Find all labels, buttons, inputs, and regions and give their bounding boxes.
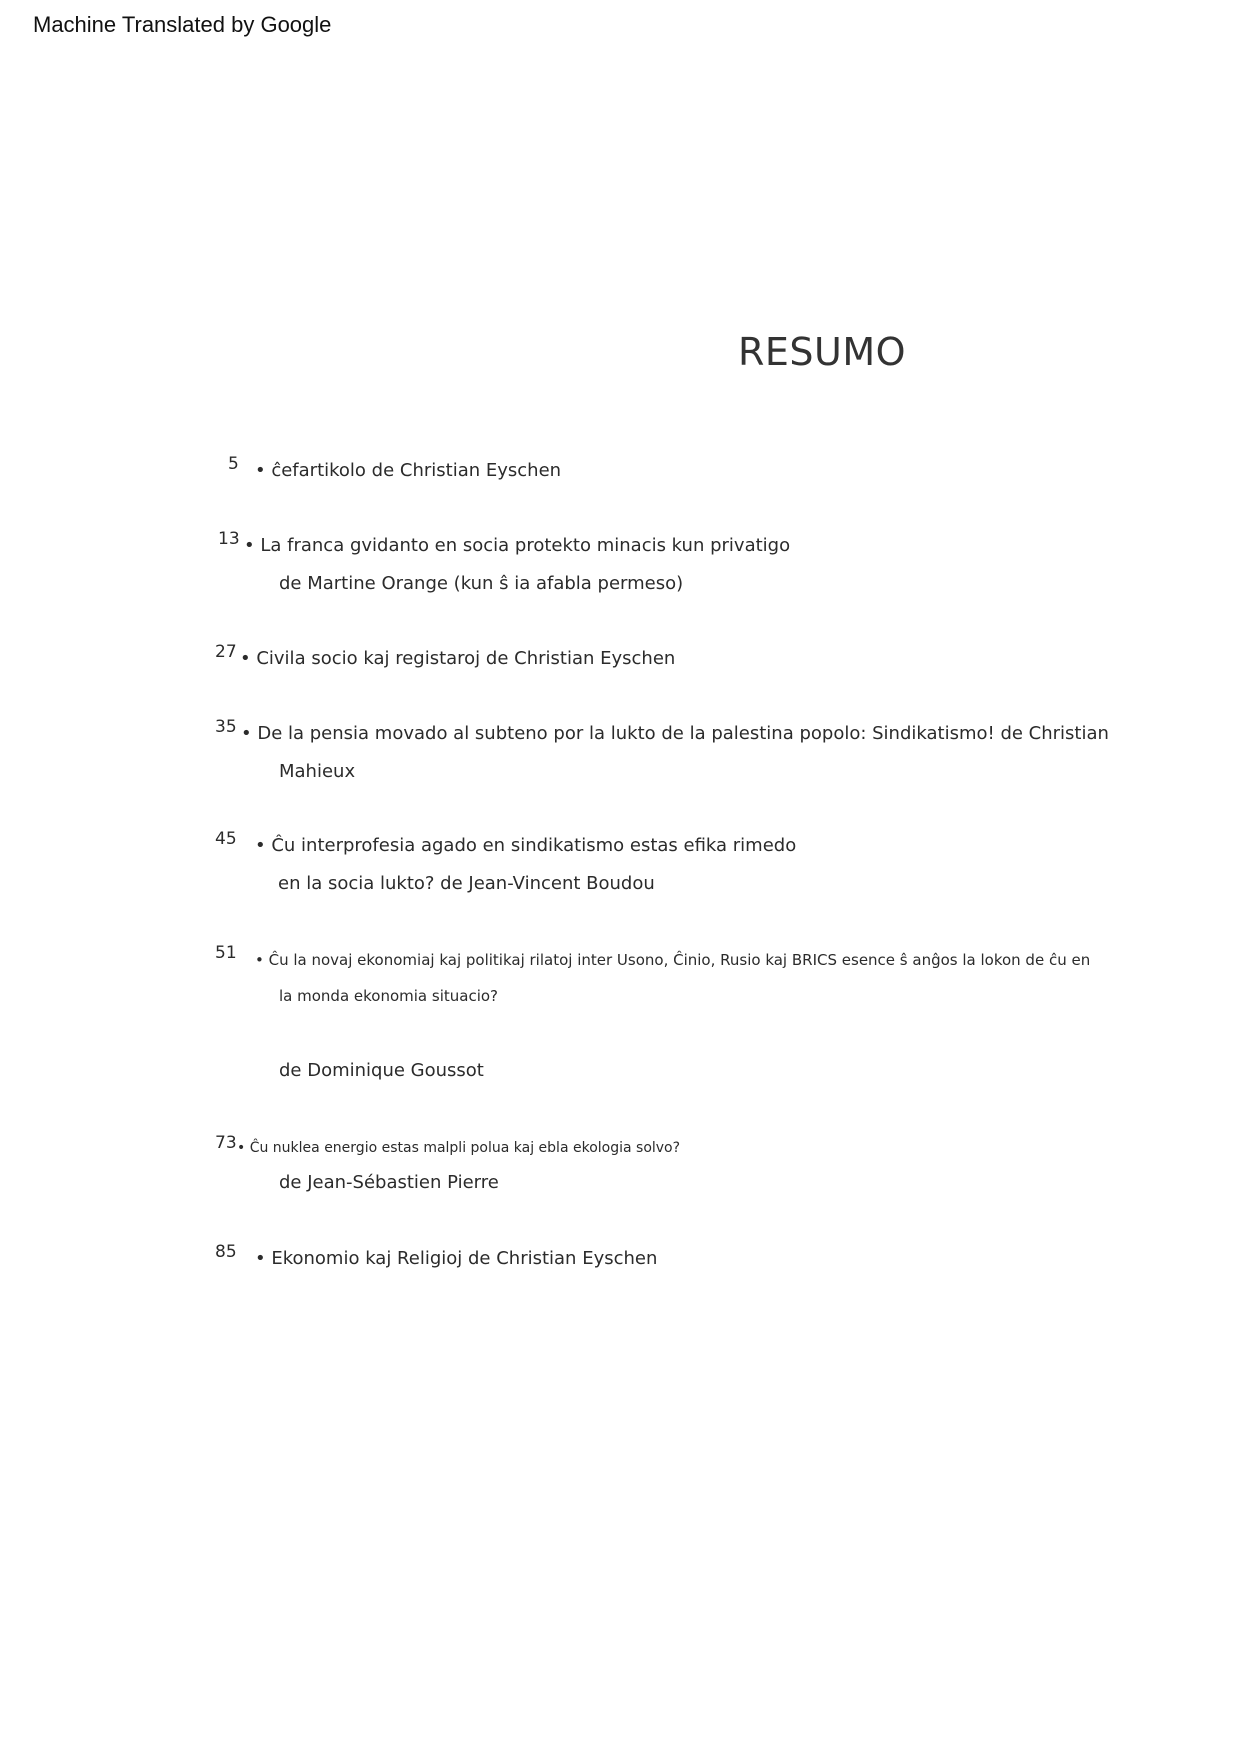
- toc-page-number: 51: [215, 943, 237, 963]
- toc-page-number: 85: [215, 1242, 237, 1262]
- toc-entry-text: • Ĉu interprofesia agado en sindikatismo estas efika rimedo: [255, 835, 797, 856]
- toc-entry-text: Mahieux: [279, 761, 356, 782]
- toc-page-number: 13: [218, 529, 240, 549]
- toc-page-number: 35: [215, 717, 237, 737]
- toc-entry-text: de Martine Orange (kun ŝ ia afabla permeso): [279, 573, 684, 594]
- toc-entry-text: • De la pensia movado al subteno por la lukto de la palestina popolo: Sindikatismo! de Christian: [241, 723, 1109, 744]
- toc-entry-text: • La franca gvidanto en socia protekto minacis kun privatigo: [244, 535, 791, 556]
- toc-entry-text: de Jean-Sébastien Pierre: [279, 1172, 499, 1193]
- toc-entry-text: la monda ekonomia situacio?: [279, 987, 499, 1005]
- toc-page-number: 45: [215, 829, 237, 849]
- toc-entry-text: • Ĉu nuklea energio estas malpli polua kaj ebla ekologia solvo?: [237, 1140, 681, 1156]
- toc-page-number: 5: [228, 454, 239, 474]
- toc-entry-text: • Ekonomio kaj Religioj de Christian Eyschen: [255, 1248, 658, 1269]
- toc-page-number: 73: [215, 1133, 237, 1153]
- machine-translation-banner: Machine Translated by Google: [33, 12, 332, 37]
- toc-entry-text: • ĉefartikolo de Christian Eyschen: [255, 460, 562, 481]
- toc-page-number: 27: [215, 642, 237, 662]
- page-title: RESUMO: [738, 330, 907, 374]
- toc-entry-text: • Civila socio kaj registaroj de Christian Eyschen: [240, 648, 676, 669]
- toc-entry-text: en la socia lukto? de Jean-Vincent Boudou: [278, 873, 655, 894]
- toc-entry-text: de Dominique Goussot: [279, 1060, 484, 1081]
- toc-entry-text: • Ĉu la novaj ekonomiaj kaj politikaj rilatoj inter Usono, Ĉinio, Rusio kaj BRICS esence ŝ anĝos la lokon de ĉu en: [255, 951, 1091, 969]
